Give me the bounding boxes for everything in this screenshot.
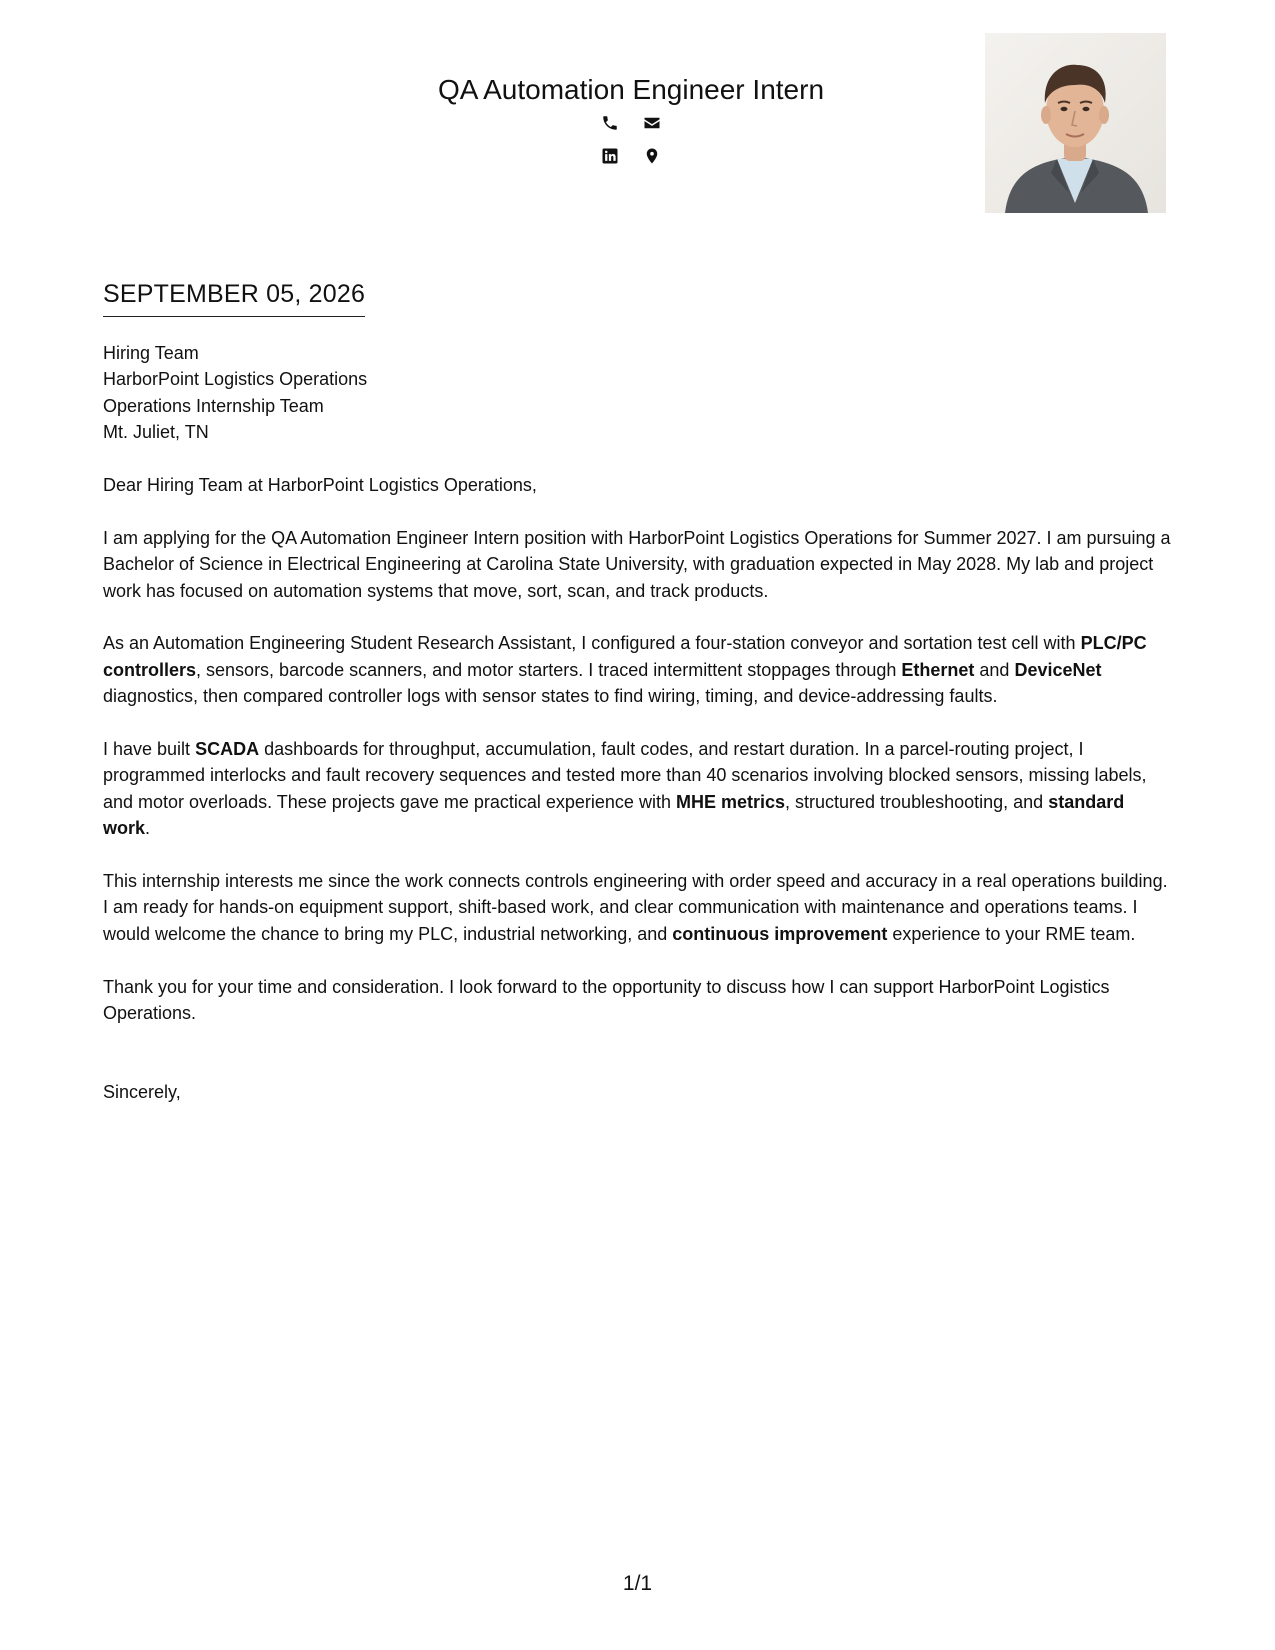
recipient-line: Operations Internship Team [103, 395, 324, 416]
headshot-illustration [985, 33, 1166, 213]
text-run: I have built [103, 739, 196, 760]
paragraph-thanks: Thank you for your time and consideration. I look forward to the opportunity to discuss how I can support HarborPoint Logistics Operations. [103, 976, 1110, 1024]
text-run: This internship interests me since the work connects controls engineering with order speed and accuracy in a real operations building. I am ready for hands-on equipment support, shift-based work, and clear communication with maintenance and operations teams. I would welcome the chance to bring my PLC, industrial networking, and [103, 871, 1168, 944]
letter-date: SEPTEMBER 05, 2026 [103, 279, 365, 317]
paragraph-interest [103, 868, 1173, 947]
linkedin-icon[interactable] [600, 146, 620, 166]
paragraph-experience [103, 630, 1173, 709]
keyword-bold: standard work [103, 791, 1125, 839]
keyword-bold: PLC/PC controllers [103, 633, 1147, 680]
keyword-bold: DeviceNet [1014, 659, 1102, 680]
text-run: diagnostics, then compared controller logs with sensor states to find wiring, timing, and device-addressing faults. [103, 686, 998, 707]
paragraph-intro: I am applying for the QA Automation Engineer Intern position with HarborPoint Logistics Operations for Summer 2027. I am pursuing a Bachelor of Science in Electrical Engineering at Carolina State University, with graduation expected in May 2028. My lab and project work has focused on automation systems that move, sort, scan, and track products. [103, 527, 1171, 601]
profile-photo [985, 33, 1166, 213]
text-run: , sensors, barcode scanners, and motor starters. I traced intermittent stoppages through [196, 659, 902, 680]
text-run: dashboards for throughput, accumulation, fault codes, and restart duration. In a parcel-routing project, I programmed interlocks and fault recovery sequences and tested more than 40 scenarios involving blocked sensors, missing labels, and motor overloads. These projects gave me practical experience with [103, 739, 1147, 812]
paragraph-projects [103, 736, 1173, 842]
salutation: Dear Hiring Team at HarborPoint Logistics Operations, [103, 475, 537, 496]
text-run: . [145, 818, 151, 839]
text-run: As an Automation Engineering Student Research Assistant, I configured a four-station conveyor and sortation test cell with [103, 633, 1081, 654]
phone-icon[interactable] [600, 113, 620, 133]
recipient-line: HarborPoint Logistics Operations [103, 369, 368, 390]
keyword-bold: SCADA [195, 739, 260, 760]
keyword-bold: MHE metrics [675, 791, 786, 812]
closing: Sincerely, [103, 1082, 181, 1103]
map-pin-icon[interactable] [642, 146, 662, 166]
text-run: and [974, 659, 1015, 680]
keyword-bold: continuous improvement [672, 923, 888, 944]
recipient-line: Hiring Team [103, 343, 199, 363]
recipient-block [103, 340, 1173, 446]
letter-header [0, 0, 1275, 240]
page-number: 1/1 [622, 1572, 653, 1595]
text-run: , structured troubleshooting, and [785, 791, 1049, 812]
letter-body [103, 340, 1173, 1106]
page-title: QA Automation Engineer Intern [437, 74, 825, 105]
keyword-bold: Ethernet [901, 659, 975, 680]
envelope-icon[interactable] [642, 113, 662, 133]
recipient-line: Mt. Juliet, TN [103, 422, 209, 443]
text-run: experience to your RME team. [887, 923, 1136, 944]
